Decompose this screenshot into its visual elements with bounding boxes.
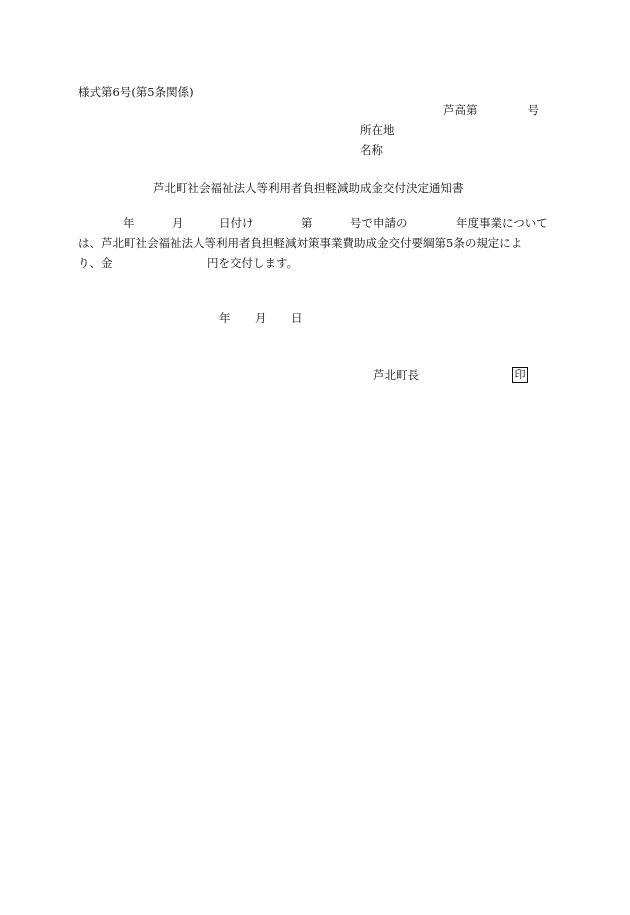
body-applied: 号で申請の: [350, 216, 408, 230]
body-number-prefix: 第: [301, 216, 313, 230]
reference-suffix: 号: [527, 103, 539, 117]
body-month: 月: [172, 216, 184, 230]
reference-number: [443, 105, 539, 117]
address-label: 所在地: [360, 123, 395, 137]
date-year: 年: [219, 311, 231, 325]
mayor-signature: 芦北町長: [373, 368, 419, 382]
body-amount-suffix: 円を交付します。: [207, 256, 299, 270]
body-year: 年: [123, 216, 135, 230]
body-amount-prefix: り、金: [78, 256, 113, 270]
date-month: 月: [255, 311, 267, 325]
reference-prefix: 芦高第: [443, 103, 478, 117]
form-label: 様式第6号(第5条関係): [78, 85, 194, 99]
body-dated: 日付け: [219, 216, 254, 230]
body-fiscal: 年度事業について: [456, 216, 548, 230]
seal-box: 印: [512, 367, 528, 383]
date-day: 日: [291, 311, 303, 325]
body-line-2: は、芦北町社会福祉法人等利用者負担軽減対策事業費助成金交付要綱第5条の規定によ: [78, 236, 523, 250]
document-title: 芦北町社会福祉法人等利用者負担軽減助成金交付決定通知書: [153, 181, 464, 195]
name-label: 名称: [360, 143, 383, 157]
